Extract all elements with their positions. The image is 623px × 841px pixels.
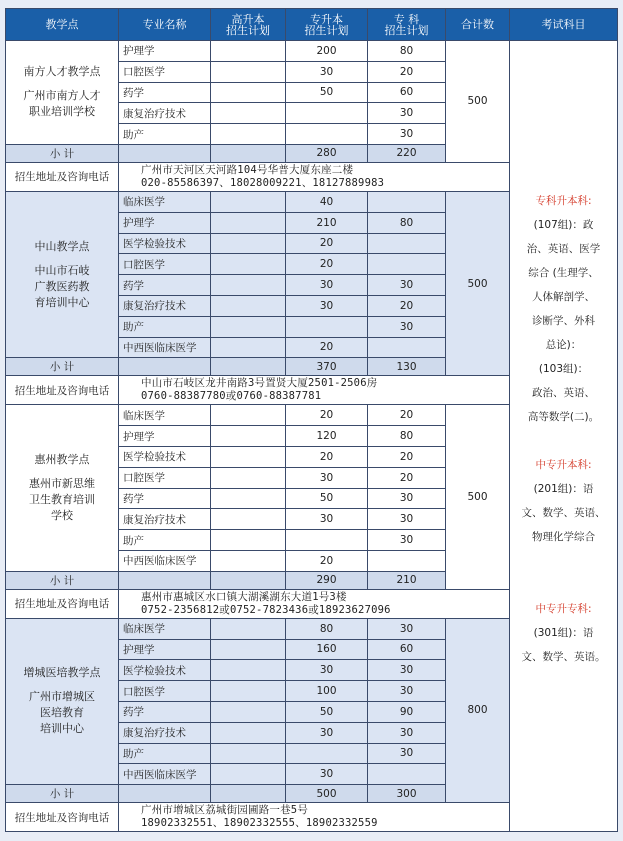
zk-plan: 60: [368, 639, 446, 660]
zsb-plan: 30: [286, 467, 368, 488]
gsb-plan: [211, 722, 286, 743]
subtotal-empty: [119, 144, 211, 162]
zk-plan: [368, 254, 446, 275]
gsb-plan: [211, 61, 286, 82]
teaching-center-line: 南方人才教学点: [23, 65, 101, 79]
exam-line: 物理化学综合: [532, 531, 595, 543]
major-name: 中西医临床医学: [119, 337, 211, 358]
header-zk: [368, 9, 446, 41]
zsb-plan: 30: [286, 660, 368, 681]
major-name: 医学检验技术: [119, 660, 211, 681]
header-zsb-line1: 专升本: [310, 12, 343, 26]
gsb-plan: [211, 660, 286, 681]
zsb-plan: 30: [286, 295, 368, 316]
address-label: 招生地址及咨询电话: [6, 376, 119, 405]
gsb-plan: [211, 191, 286, 212]
subtotal-label: 小 计: [6, 571, 119, 589]
address-text: [119, 376, 510, 405]
gsb-plan: [211, 488, 286, 509]
major-name: 口腔医学: [119, 61, 211, 82]
gsb-plan: [211, 295, 286, 316]
teaching-center-line: 中山市石岐: [34, 263, 90, 277]
major-name: 康复治疗技术: [119, 509, 211, 530]
teaching-center-line: 广教医药教: [34, 279, 90, 293]
exam-line: 治、英语、医学: [526, 243, 601, 255]
zk-plan: 30: [368, 316, 446, 337]
header-zsb: [286, 9, 368, 41]
gsb-plan: [211, 743, 286, 764]
gsb-plan: [211, 41, 286, 62]
zk-plan: 30: [368, 681, 446, 702]
exam-line: 人体解剖学、: [532, 291, 595, 303]
zk-plan: 30: [368, 660, 446, 681]
major-name: 药学: [119, 488, 211, 509]
exam-line: 中专升专科:: [535, 603, 592, 615]
gsb-plan: [211, 639, 286, 660]
exam-line: 文、数学、英语。: [521, 651, 606, 663]
address-text: [119, 162, 510, 191]
zsb-plan: 50: [286, 488, 368, 509]
teaching-center: [6, 618, 119, 784]
major-name: 临床医学: [119, 191, 211, 212]
exam-line: 总论)：: [545, 339, 582, 351]
teaching-center-line: 增城医培教学点: [23, 666, 101, 680]
zk-plan: [368, 191, 446, 212]
zk-plan: 80: [368, 41, 446, 62]
zsb-plan: [286, 743, 368, 764]
major-name: 助产: [119, 124, 211, 145]
zk-plan: 20: [368, 295, 446, 316]
teaching-center-line: 学校: [51, 509, 73, 523]
zk-plan: [368, 337, 446, 358]
major-name: 护理学: [119, 41, 211, 62]
address-line: 广州市天河区天河路104号华普大厦东座二楼: [141, 163, 354, 176]
exam-line: (107组)：政: [533, 219, 594, 231]
header-total: 合计数: [446, 9, 510, 41]
gsb-plan: [211, 275, 286, 296]
major-name: 康复治疗技术: [119, 103, 211, 124]
gsb-plan: [211, 103, 286, 124]
zsb-plan: 30: [286, 275, 368, 296]
exam-subjects: [510, 41, 618, 832]
zsb-plan: 100: [286, 681, 368, 702]
zsb-plan: 50: [286, 701, 368, 722]
exam-line: 专科升本科:: [535, 195, 592, 207]
major-name: 药学: [119, 275, 211, 296]
gsb-plan: [211, 467, 286, 488]
total-count: 500: [446, 405, 510, 589]
zsb-plan: 160: [286, 639, 368, 660]
zsb-plan: 20: [286, 405, 368, 426]
gsb-plan: [211, 530, 286, 551]
zk-plan: 30: [368, 275, 446, 296]
address-line: 广州市增城区荔城街园圃路一巷5号: [141, 804, 309, 817]
gsb-plan: [211, 426, 286, 447]
subtotal-label: 小 计: [6, 358, 119, 376]
zk-plan: 30: [368, 103, 446, 124]
header-center: 教学点: [6, 9, 119, 41]
zsb-plan: [286, 530, 368, 551]
zk-plan: 30: [368, 722, 446, 743]
major-name: 中西医临床医学: [119, 764, 211, 785]
header-zk-line2: 招生计划: [384, 23, 429, 37]
zsb-plan: 20: [286, 550, 368, 571]
subtotal-label: 小 计: [6, 144, 119, 162]
total-count: 500: [446, 191, 510, 375]
exam-line: 政治、英语、: [532, 387, 595, 399]
exam-line: 中专升本科:: [535, 459, 592, 471]
zsb-plan: 20: [286, 254, 368, 275]
gsb-plan: [211, 233, 286, 254]
gsb-plan: [211, 509, 286, 530]
header-zk-line1: 专 科: [393, 12, 420, 26]
subtotal-zk: 220: [368, 144, 446, 162]
header-row: [6, 9, 618, 41]
zk-plan: 30: [368, 509, 446, 530]
address-line: 中山市石岐区龙井南路3号置贤大厦2501-2506房: [141, 377, 378, 390]
teaching-center-line: 惠州市新思维: [29, 477, 95, 491]
zk-plan: 80: [368, 212, 446, 233]
zk-plan: 80: [368, 426, 446, 447]
subtotal-gsb: [211, 358, 286, 376]
zsb-plan: 120: [286, 426, 368, 447]
major-name: 医学检验技术: [119, 446, 211, 467]
zk-plan: 30: [368, 743, 446, 764]
gsb-plan: [211, 316, 286, 337]
major-name: 药学: [119, 82, 211, 103]
subtotal-empty: [119, 571, 211, 589]
zsb-plan: 40: [286, 191, 368, 212]
header-gsb-line2: 招生计划: [226, 23, 270, 37]
enrollment-table-wrapper: [5, 8, 617, 834]
zsb-plan: 30: [286, 509, 368, 530]
major-name: 口腔医学: [119, 254, 211, 275]
zk-plan: 20: [368, 405, 446, 426]
teaching-center-line: 职业培训学校: [29, 105, 95, 119]
subtotal-zsb: 370: [286, 358, 368, 376]
address-line: 惠州市惠城区水口镇大湖溪湖东大道1号3楼: [141, 590, 347, 603]
zsb-plan: 20: [286, 446, 368, 467]
gsb-plan: [211, 124, 286, 145]
table-row: [6, 41, 618, 62]
gsb-plan: [211, 701, 286, 722]
major-name: 护理学: [119, 639, 211, 660]
address-text: [119, 589, 510, 618]
teaching-center: [6, 41, 119, 145]
zk-plan: [368, 233, 446, 254]
zk-plan: [368, 764, 446, 785]
major-name: 护理学: [119, 212, 211, 233]
exam-line: 综合 (生理学、: [528, 267, 599, 279]
gsb-plan: [211, 550, 286, 571]
major-name: 药学: [119, 701, 211, 722]
zk-plan: 20: [368, 467, 446, 488]
zk-plan: 30: [368, 488, 446, 509]
zsb-plan: 80: [286, 618, 368, 639]
teaching-center-line: 惠州教学点: [34, 453, 90, 467]
subtotal-zk: 300: [368, 785, 446, 803]
exam-line: (103组)：: [538, 363, 589, 375]
zsb-plan: [286, 103, 368, 124]
subtotal-label: 小 计: [6, 785, 119, 803]
major-name: 医学检验技术: [119, 233, 211, 254]
teaching-center: [6, 405, 119, 571]
zsb-plan: 20: [286, 233, 368, 254]
subtotal-zsb: 290: [286, 571, 368, 589]
subtotal-empty: [119, 785, 211, 803]
major-name: 护理学: [119, 426, 211, 447]
major-name: 中西医临床医学: [119, 550, 211, 571]
subtotal-zsb: 280: [286, 144, 368, 162]
exam-line: 高等数学(二)。: [527, 411, 600, 423]
exam-line: (201组)：语: [533, 483, 594, 495]
zsb-plan: 50: [286, 82, 368, 103]
subtotal-gsb: [211, 785, 286, 803]
zk-plan: 90: [368, 701, 446, 722]
teaching-center-line: 培训中心: [40, 722, 84, 736]
address-label: 招生地址及咨询电话: [6, 803, 119, 832]
zk-plan: 60: [368, 82, 446, 103]
exam-line: [510, 573, 617, 597]
subtotal-gsb: [211, 144, 286, 162]
gsb-plan: [211, 446, 286, 467]
address-label: 招生地址及咨询电话: [6, 589, 119, 618]
exam-line: [510, 549, 617, 573]
header-gsb-line1: 高升本: [231, 12, 265, 26]
address-text: [119, 803, 510, 832]
exam-line: [510, 429, 617, 453]
subtotal-empty: [119, 358, 211, 376]
major-name: 助产: [119, 530, 211, 551]
header-major: 专业名称: [119, 9, 211, 41]
teaching-center-line: 广州市增城区: [29, 690, 95, 704]
major-name: 助产: [119, 316, 211, 337]
zk-plan: [368, 550, 446, 571]
zsb-plan: 20: [286, 337, 368, 358]
header-zsb-line2: 招生计划: [304, 23, 349, 37]
gsb-plan: [211, 618, 286, 639]
gsb-plan: [211, 405, 286, 426]
major-name: 助产: [119, 743, 211, 764]
major-name: 康复治疗技术: [119, 295, 211, 316]
zk-plan: 30: [368, 618, 446, 639]
exam-line: 文、数学、英语、: [521, 507, 606, 519]
exam-subjects-list: [510, 41, 617, 669]
zsb-plan: 30: [286, 722, 368, 743]
zsb-plan: [286, 316, 368, 337]
teaching-center-line: 育培训中心: [34, 295, 90, 309]
zsb-plan: 200: [286, 41, 368, 62]
major-name: 临床医学: [119, 618, 211, 639]
teaching-center-line: 中山教学点: [34, 239, 90, 253]
teaching-center-line: 卫生教育培训: [29, 493, 95, 507]
exam-line: (301组)：语: [533, 627, 594, 639]
subtotal-gsb: [211, 571, 286, 589]
address-line: 0752-2356812或0752-7823436或18923627096: [141, 603, 391, 616]
zk-plan: 30: [368, 124, 446, 145]
subtotal-zk: 210: [368, 571, 446, 589]
header-gsb: [211, 9, 286, 41]
zsb-plan: 210: [286, 212, 368, 233]
enrollment-table: [5, 8, 618, 832]
address-line: 020-85586397、18028009221、18127889983: [141, 176, 385, 189]
major-name: 口腔医学: [119, 467, 211, 488]
address-line: 18902332551、18902332555、18902332559: [141, 817, 378, 830]
major-name: 口腔医学: [119, 681, 211, 702]
teaching-center: [6, 191, 119, 357]
zk-plan: 30: [368, 530, 446, 551]
gsb-plan: [211, 212, 286, 233]
address-label: 招生地址及咨询电话: [6, 162, 119, 191]
gsb-plan: [211, 82, 286, 103]
header-exam: 考试科目: [510, 9, 618, 41]
zsb-plan: [286, 124, 368, 145]
gsb-plan: [211, 764, 286, 785]
total-count: 500: [446, 41, 510, 163]
zsb-plan: 30: [286, 61, 368, 82]
major-name: 康复治疗技术: [119, 722, 211, 743]
gsb-plan: [211, 681, 286, 702]
gsb-plan: [211, 337, 286, 358]
address-line: 0760-88387780或0760-88387781: [141, 390, 322, 403]
subtotal-zk: 130: [368, 358, 446, 376]
teaching-center-line: 广州市南方人才: [23, 89, 101, 103]
zk-plan: 20: [368, 61, 446, 82]
total-count: 800: [446, 618, 510, 802]
zsb-plan: 30: [286, 764, 368, 785]
subtotal-zsb: 500: [286, 785, 368, 803]
major-name: 临床医学: [119, 405, 211, 426]
gsb-plan: [211, 254, 286, 275]
teaching-center-line: 医培教育: [40, 706, 84, 720]
zk-plan: 20: [368, 446, 446, 467]
exam-line: 诊断学、外科: [532, 315, 595, 327]
